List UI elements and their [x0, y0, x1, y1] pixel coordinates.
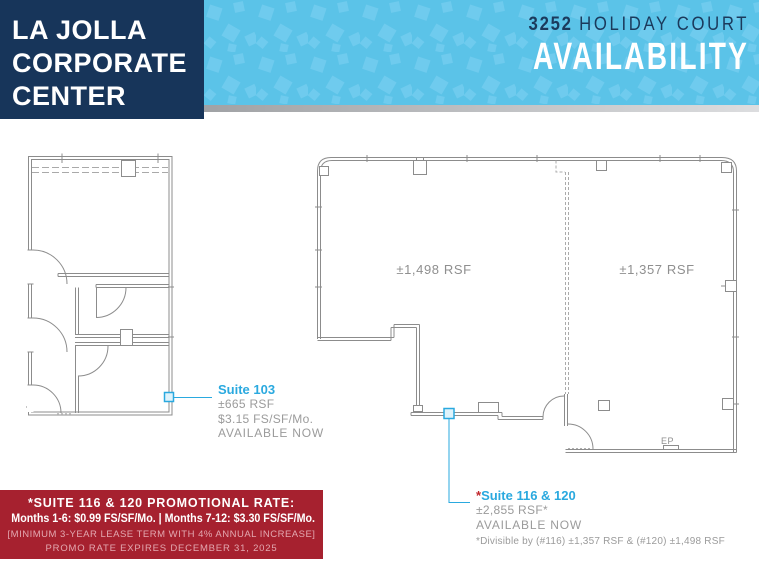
promo-lease-terms: [MINIMUM 3-YEAR LEASE TERM WITH 4% ANNUAL INCREASE]: [7, 529, 316, 540]
suite-103-name: Suite 103: [218, 382, 276, 397]
suite-116-120-status: AVAILABLE NOW: [476, 517, 582, 532]
suite-103-marker: [165, 393, 213, 402]
area-label-1498-rsf: ±1,498 RSF: [396, 262, 472, 277]
logo-line-3: CENTER: [12, 81, 127, 111]
suite-116-120-marker: [444, 409, 470, 503]
address-number: 3252: [528, 14, 573, 35]
suite-103-rate: $3.15 FS/SF/Mo.: [218, 411, 314, 426]
suite-116-120-name: [476, 488, 582, 503]
suite-116-120-name-text: Suite 116 & 120: [481, 488, 576, 503]
suite-116-120-rsf: ±2,855 RSF*: [476, 503, 548, 517]
area-label-1357-rsf: ±1,357 RSF: [619, 262, 695, 277]
promo-rates: Months 1-6: $0.99 FS/SF/Mo. | Months 7-12: $3.30 FS/SF/Mo.: [11, 513, 316, 525]
logo-line-2: CORPORATE: [12, 48, 188, 78]
promo-asterisk: *: [476, 488, 482, 503]
suite-116-120-label: [476, 488, 582, 532]
suite-103-status: AVAILABLE NOW: [218, 426, 324, 440]
promo-expiration: PROMO RATE EXPIRES DECEMBER 31, 2025: [45, 543, 278, 554]
divisible-note: *Divisible by (#116) ±1,357 RSF & (#120) ±1,498 RSF: [476, 536, 725, 547]
availability-title: AVAILABILITY: [532, 36, 749, 78]
promo-rate-box: [0, 490, 323, 559]
suite-103-label: [218, 382, 324, 441]
suite-116-120-floorplan: [315, 155, 739, 453]
suite-103-floorplan: [26, 154, 174, 416]
electrical-panel-label: EP: [661, 436, 675, 446]
promo-headline: *SUITE 116 & 120 PROMOTIONAL RATE:: [27, 496, 296, 510]
logo-line-1: LA JOLLA: [12, 15, 147, 45]
suite-103-rsf: ±665 RSF: [218, 397, 275, 411]
address-street: HOLIDAY COURT: [579, 14, 749, 35]
